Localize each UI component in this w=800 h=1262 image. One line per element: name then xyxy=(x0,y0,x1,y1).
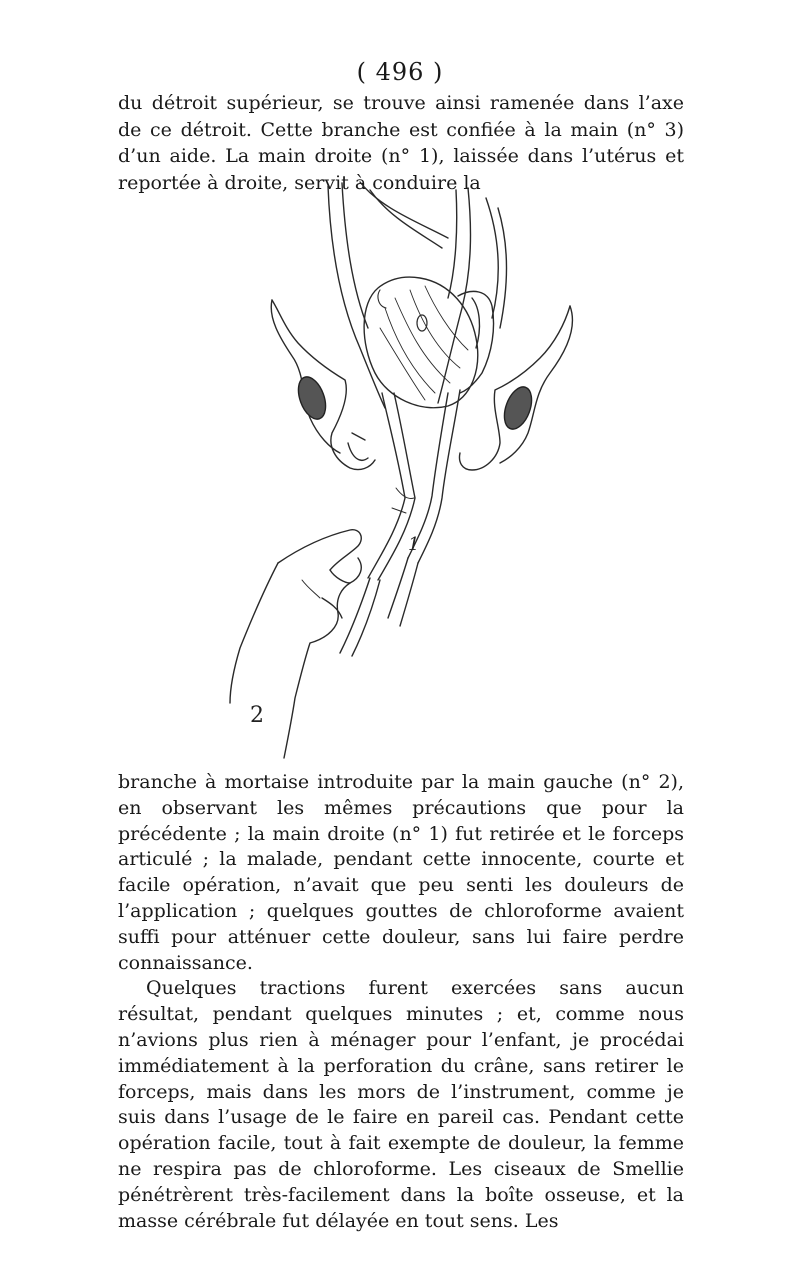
pelvis-right xyxy=(460,306,571,470)
paragraph-tractions: Quelques tractions furent exercées sans aucun résultat, pendant quelques minutes ; et, comme nous n’avions plus rien à ménager pour l’enfant, je procédai immédiatement à la perforation du crâne, sans retirer le forceps, mais dans les mors de l’instrument, comme je suis dans l’usage de le faire en pareil cas. Pendant cette opération facile, tout à fait exempte de douleur, la femme ne respira pas de chloroforme. Les ciseaux de Smellie pénétrèrent très-facilement dans la boîte osseuse, et la masse cérébrale fut délayée en tout sens. Les xyxy=(118,977,684,1232)
paragraph-continuation: branche à mortaise introduite par la main gauche (n° 2), en observant les mêmes précautions que pour la précédente ; la main droite (n° 1) fut retirée et le forceps articulé ; la malade, pendant cette innocente, courte et facile opération, n’avait que peu senti les douleurs de l’application ; quelques gouttes de chloroforme avaient suffi pour atténuer cette douleur, sans lui faire perdre connaissance. xyxy=(118,771,684,974)
pelvis-left-foramen xyxy=(293,373,331,423)
figure-label-2: 2 xyxy=(250,703,264,728)
figure-label-1: 1 xyxy=(408,534,420,555)
bottom-paragraphs-block xyxy=(118,770,684,1234)
left-hand-holding xyxy=(278,530,361,758)
forceps-handles xyxy=(340,578,380,656)
page-number: ( 496 ) xyxy=(356,58,444,86)
pelvis-left xyxy=(272,300,375,470)
obstetric-forceps-illustration xyxy=(210,178,600,768)
pelvis-right-foramen xyxy=(499,383,537,433)
uterus-inner-right xyxy=(448,190,457,298)
top-paragraph: du détroit supérieur, se trouve ainsi ramenée dans l’axe de ce détroit. Cette branche est confiée à la main (n° 3) d’un aide. La main droite (n° 1), laissée dans l’utérus et reportée à droite, servit à conduire la xyxy=(118,92,684,194)
